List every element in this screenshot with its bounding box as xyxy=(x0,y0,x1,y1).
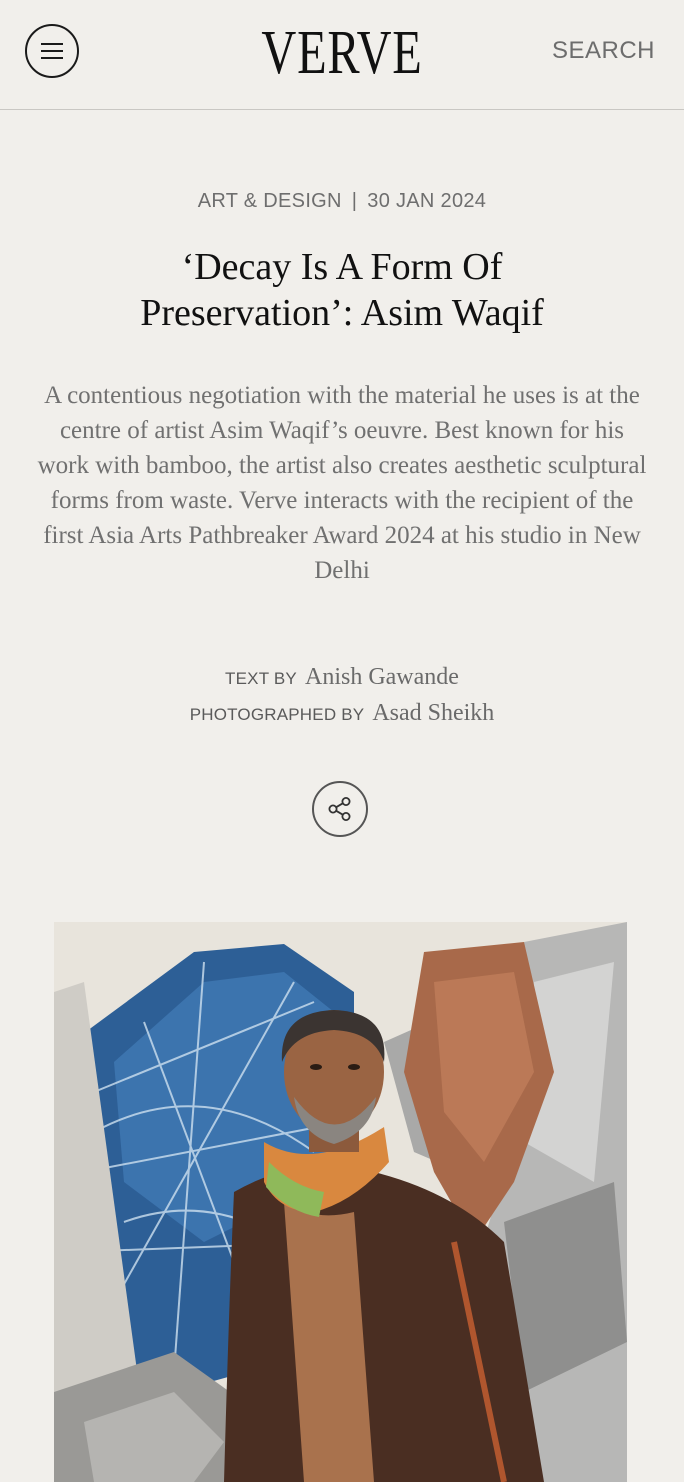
publish-date: 30 JAN 2024 xyxy=(367,190,487,212)
site-logo[interactable]: VERVE xyxy=(261,19,423,87)
photo-credit xyxy=(0,700,684,727)
article-title-line-2: Preservation’: Asim Waqif xyxy=(140,292,544,334)
menu-button[interactable] xyxy=(25,24,79,78)
share-button[interactable] xyxy=(312,781,368,837)
artist-portrait-illustration xyxy=(54,922,627,1482)
site-header xyxy=(0,0,684,110)
photographed-by-label: PHOTOGRAPHED BY xyxy=(189,705,365,724)
meta-separator: | xyxy=(351,190,358,212)
text-credit xyxy=(0,664,684,691)
hero-image xyxy=(54,922,627,1482)
share-icon xyxy=(327,796,353,822)
category-link[interactable]: ART & DESIGN xyxy=(197,190,342,212)
article-summary: A contentious negotiation with the material he uses is at the centre of artist Asim Waqif’s oeuvre. Best known for his work with bamboo, the artist also creates aesthetic sculptural forms from waste. Verve interacts with the recipient of the first Asia Arts Pathbreaker Award 2024 at his studio in New Delhi xyxy=(37,382,647,584)
article-title-line-1: ‘Decay Is A Form Of xyxy=(181,246,503,288)
article-meta xyxy=(0,190,684,213)
search-button[interactable]: SEARCH xyxy=(551,37,655,64)
photographer-name[interactable]: Asad Sheikh xyxy=(372,700,495,726)
menu-icon xyxy=(40,41,64,61)
article-title xyxy=(40,244,644,336)
text-by-label: TEXT BY xyxy=(225,669,297,688)
author-name[interactable]: Anish Gawande xyxy=(304,664,459,690)
